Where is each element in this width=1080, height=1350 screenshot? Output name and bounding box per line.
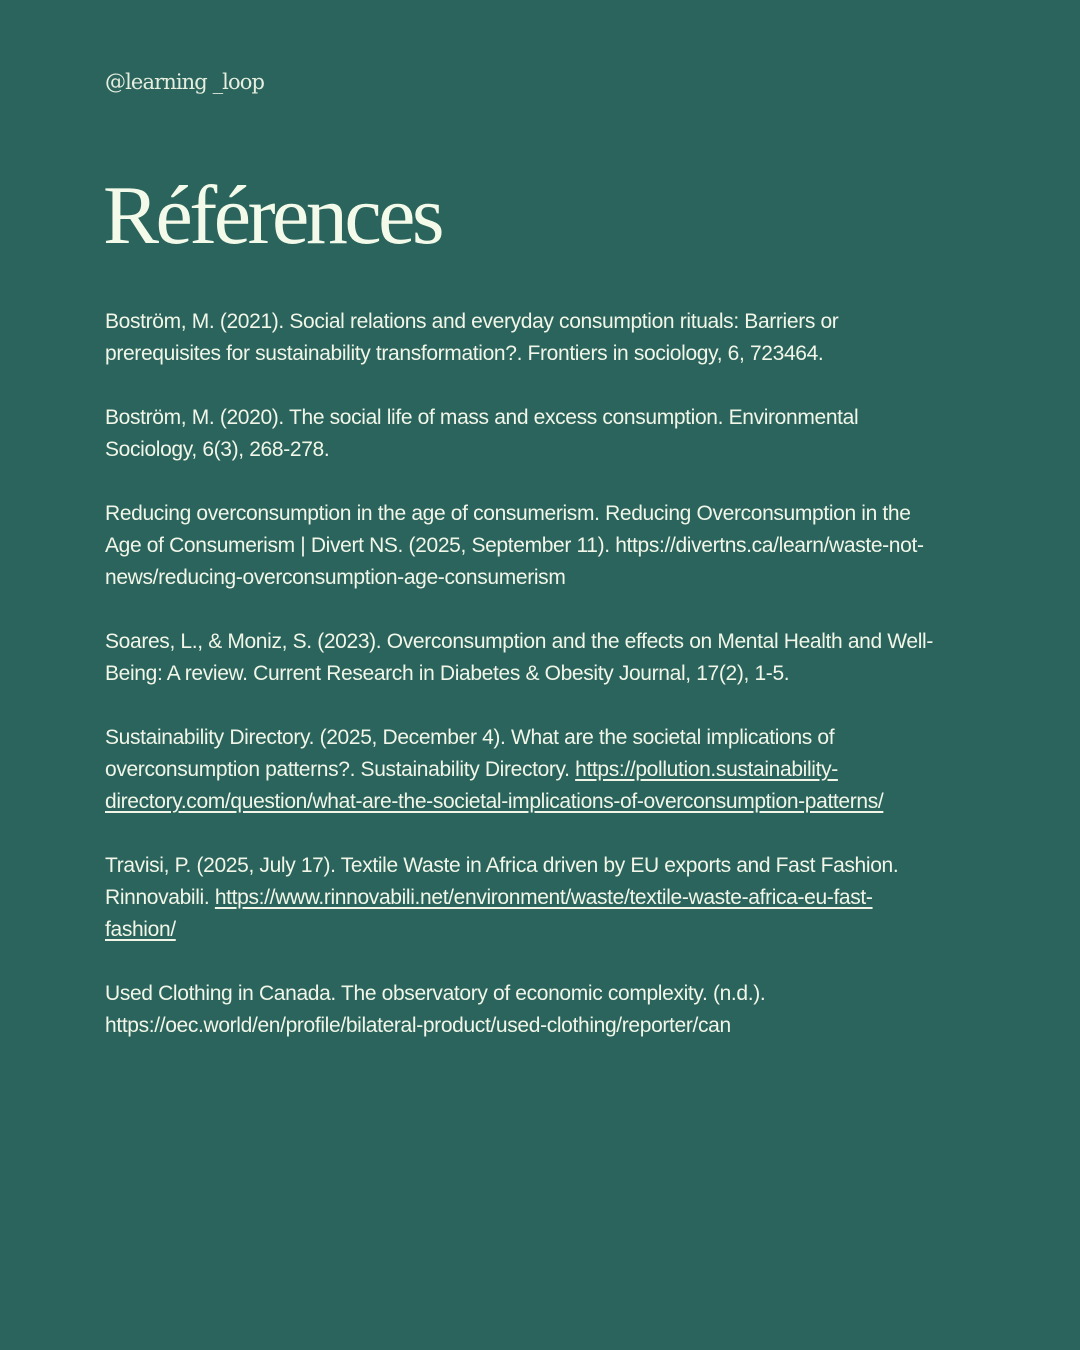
reference-text: Boström, M. (2021). Social relations and everyday consumption rituals: Barriers or prerequisites for sustainability transformation?. Frontiers in sociology, 6, 723464. xyxy=(105,310,839,365)
reference-link[interactable]: https://www.rinnovabili.net/environment/waste/textile-waste-africa-eu-fast- fashion/ xyxy=(105,886,873,941)
reference-item xyxy=(105,850,995,946)
reference-item xyxy=(105,978,995,1042)
reference-text: Travisi, P. (2025, July 17). Textile Waste in Africa driven by EU exports and Fast Fashion. Rinnovabili. xyxy=(105,854,899,909)
reference-item xyxy=(105,626,995,690)
reference-item xyxy=(105,498,995,594)
reference-item xyxy=(105,306,995,370)
reference-text: Soares, L., & Moniz, S. (2023). Overconsumption and the effects on Mental Health and Well- Being: A review. Current Research in Diabetes & Obesity Journal, 17(2), 1-5. xyxy=(105,630,934,685)
account-handle: @learning _loop xyxy=(105,70,265,94)
page-title: Références xyxy=(103,169,442,262)
reference-list xyxy=(105,306,995,1074)
reference-text: Boström, M. (2020). The social life of mass and excess consumption. Environmental Sociology, 6(3), 268-278. xyxy=(105,406,859,461)
reference-text: Sustainability Directory. (2025, December 4). What are the societal implications of overconsumption patterns?. Sustainability Directory. xyxy=(105,726,835,781)
reference-text: Used Clothing in Canada. The observatory of economic complexity. (n.d.). https://oec.world/en/profile/bilateral-product/used-clothing/reporter/can xyxy=(105,982,766,1037)
reference-item xyxy=(105,402,995,466)
reference-item xyxy=(105,722,995,818)
reference-text: Reducing overconsumption in the age of consumerism. Reducing Overconsumption in the Age of Consumerism | Divert NS. (2025, September 11). https://divertns.ca/learn/waste-not- news/reducing-overconsumption-age-consumerism xyxy=(105,502,924,589)
reference-link[interactable]: https://pollution.sustainability- directory.com/question/what-are-the-societal-implications-of-overconsumption-patterns/ xyxy=(105,758,884,813)
